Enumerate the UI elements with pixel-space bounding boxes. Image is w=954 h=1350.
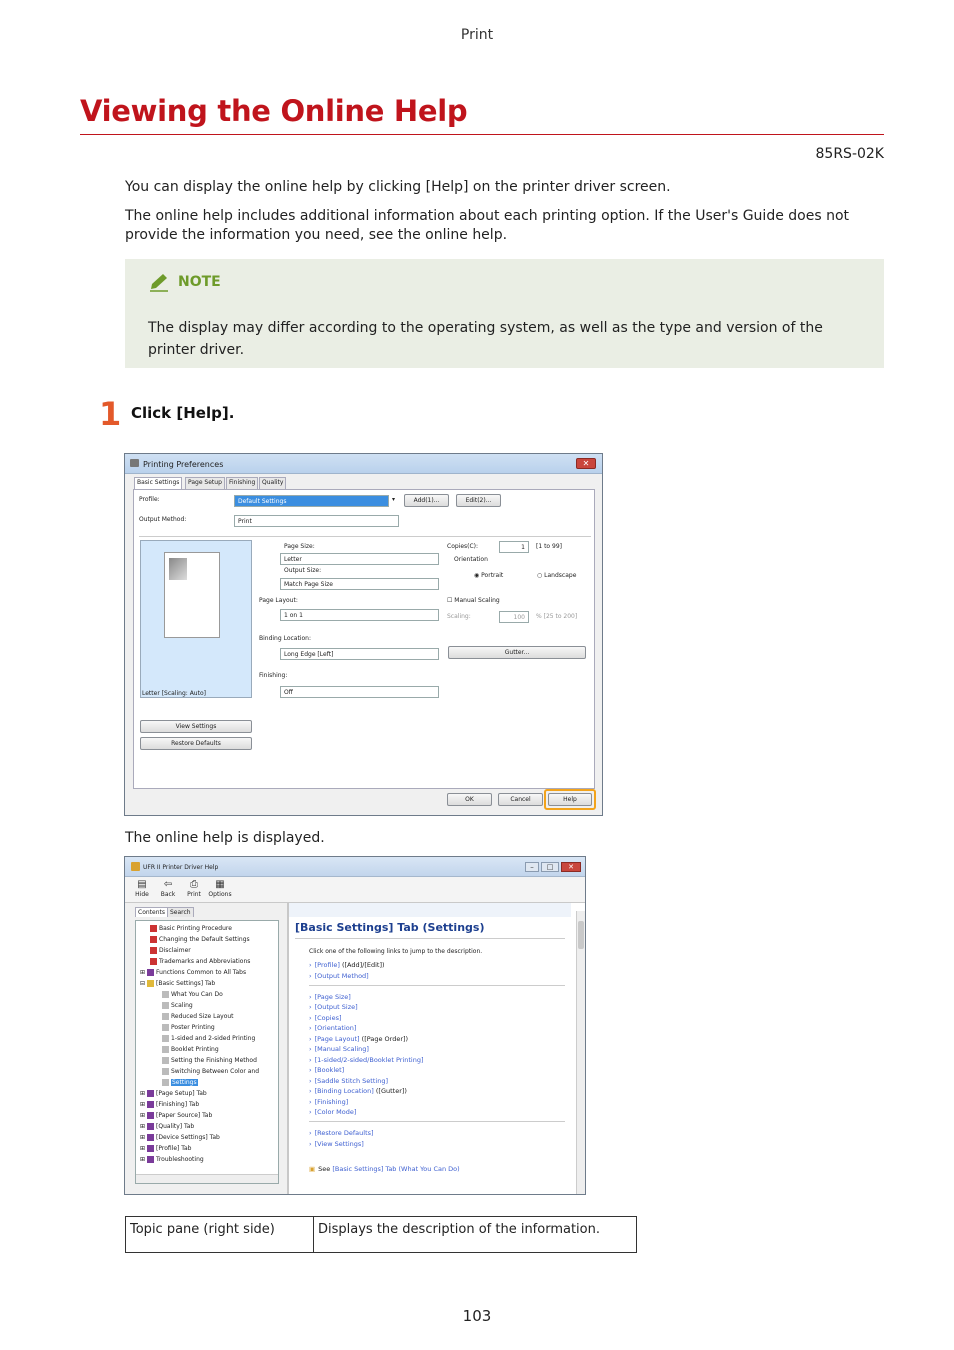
horizontal-scrollbar[interactable]: [136, 1174, 278, 1183]
topic-link[interactable]: › [Saddle Stitch Setting]: [309, 1077, 388, 1085]
printing-preferences-window: [124, 453, 603, 816]
back-button[interactable]: ⇦ Back: [155, 879, 181, 898]
add-button[interactable]: Add(1)...: [404, 494, 449, 507]
topic-link[interactable]: › [1-sided/2-sided/Booklet Printing]: [309, 1056, 424, 1064]
tab-finishing[interactable]: Finishing: [226, 477, 258, 489]
tab-quality[interactable]: Quality: [259, 477, 286, 489]
copies-input[interactable]: 1: [499, 541, 529, 553]
topic-link[interactable]: › [View Settings]: [309, 1140, 364, 1148]
expand-icon[interactable]: ⊞: [140, 1134, 146, 1141]
note-label: NOTE: [178, 274, 221, 290]
profile-select[interactable]: Default Settings: [234, 495, 389, 507]
edit-button[interactable]: Edit(2)...: [456, 494, 501, 507]
help-toolbar: [125, 877, 585, 903]
book-icon: [147, 969, 154, 976]
divider: [309, 1121, 565, 1122]
book-icon: [147, 1145, 154, 1152]
scaling-input[interactable]: 100: [499, 611, 529, 623]
landscape-radio[interactable]: ○ Landscape: [537, 572, 577, 579]
close-icon[interactable]: ✕: [576, 458, 596, 469]
topic-link[interactable]: › [Page Size]: [309, 993, 351, 1001]
page-size-label: Page Size:: [284, 543, 315, 550]
intro-paragraph: You can display the online help by clicking [Help] on the printer driver screen.: [125, 179, 671, 195]
window-titlebar: [125, 454, 602, 474]
preview-caption: Letter [Scaling: Auto]: [142, 690, 206, 697]
expand-icon[interactable]: ⊞: [140, 1090, 146, 1097]
topic-link[interactable]: › [Restore Defaults]: [309, 1129, 374, 1137]
running-header: Print: [460, 27, 494, 43]
restore-defaults-button[interactable]: Restore Defaults: [140, 737, 252, 750]
cancel-button[interactable]: Cancel: [498, 793, 543, 806]
window-title: UFR II Printer Driver Help: [143, 864, 219, 871]
topic-pane: [287, 903, 585, 1194]
output-size-select[interactable]: Match Page Size: [280, 578, 439, 590]
print-button[interactable]: ⎙ Print: [181, 879, 207, 898]
topic-link[interactable]: › [Copies]: [309, 1014, 342, 1022]
book-icon: [147, 1156, 154, 1163]
page-icon: [162, 1002, 169, 1009]
page-layout-select[interactable]: 1 on 1: [280, 609, 439, 621]
options-button[interactable]: ▦ Options: [208, 879, 232, 898]
topic-link[interactable]: › [Output Size]: [309, 1003, 358, 1011]
view-settings-button[interactable]: View Settings: [140, 720, 252, 733]
page-icon: [162, 1046, 169, 1053]
help-app-icon: [131, 862, 140, 871]
note-text: The display may differ according to the operating system, as well as the type and version of the printer driver.: [148, 320, 823, 358]
page-layout-label: Page Layout:: [259, 597, 298, 604]
tree-item[interactable]: ⊞ [Device Settings] Tab: [140, 1134, 220, 1141]
portrait-label: Portrait: [481, 572, 504, 579]
topic-title: [Basic Settings] Tab (Settings): [295, 921, 485, 934]
hide-icon: ▤: [137, 879, 147, 890]
tree-item[interactable]: Reduced Size Layout: [162, 1013, 234, 1020]
page-icon: [162, 991, 169, 998]
output-size-label: Output Size:: [284, 567, 322, 574]
tree-item[interactable]: Disclaimer: [150, 947, 191, 954]
maximize-icon[interactable]: □: [541, 862, 559, 872]
tree-item[interactable]: ⊞ [Profile] Tab: [140, 1145, 192, 1152]
topic-link[interactable]: › [Profile] ([Add]/[Edit]): [309, 961, 385, 969]
tree-item[interactable]: ⊟ [Basic Settings] Tab: [140, 980, 216, 987]
landscape-label: Landscape: [544, 572, 577, 579]
tree-item[interactable]: Setting the Finishing Method: [162, 1057, 257, 1064]
paper-preview: [164, 552, 220, 638]
options-icon: ▦: [215, 879, 225, 890]
tree-item[interactable]: Booklet Printing: [162, 1046, 219, 1053]
topic-link[interactable]: › [Manual Scaling]: [309, 1045, 369, 1053]
finishing-label: Finishing:: [259, 672, 288, 679]
profile-label: Profile:: [139, 496, 160, 503]
window-title: Printing Preferences: [143, 460, 224, 469]
divider: [309, 985, 565, 986]
topic-intro: Click one of the following links to jump to the description.: [309, 948, 483, 955]
tree-item[interactable]: What You Can Do: [162, 991, 223, 998]
expand-icon[interactable]: ⊞: [140, 1101, 146, 1108]
topic-icon: [150, 958, 157, 965]
tree-item[interactable]: Switching Between Color and: [162, 1068, 259, 1075]
topic-link[interactable]: › [Page Layout] ([Page Order]): [309, 1035, 409, 1043]
topic-link[interactable]: › [Orientation]: [309, 1024, 357, 1032]
ok-button[interactable]: OK: [447, 793, 492, 806]
tree-item[interactable]: Trademarks and Abbreviations: [150, 958, 250, 965]
topic-link[interactable]: › [Color Mode]: [309, 1108, 357, 1116]
page-number: 103: [462, 1307, 492, 1325]
tree-item[interactable]: Changing the Default Settings: [150, 936, 250, 943]
copies-label: Copies(C):: [447, 543, 479, 550]
print-icon: ⎙: [190, 879, 198, 890]
page-icon: [162, 1035, 169, 1042]
manual-scaling-checkbox[interactable]: ☐ Manual Scaling: [447, 597, 500, 604]
tree-item[interactable]: ⊞ [Paper Source] Tab: [140, 1112, 213, 1119]
description-table: [125, 1216, 637, 1253]
page-size-select[interactable]: Letter: [280, 553, 439, 565]
scaling-range: % [25 to 200]: [536, 613, 578, 620]
table-cell-description: Displays the description of the information.: [318, 1222, 600, 1237]
book-icon: [147, 1134, 154, 1141]
binding-location-label: Binding Location:: [259, 635, 311, 642]
tab-page-setup[interactable]: Page Setup: [185, 477, 225, 489]
page-title: Viewing the Online Help: [80, 94, 468, 128]
book-icon: [147, 1112, 154, 1119]
topic-icon: [150, 925, 157, 932]
printer-icon: [130, 459, 139, 467]
open-book-icon: [147, 980, 154, 987]
image-placeholder: [169, 558, 187, 580]
expand-icon[interactable]: ⊞: [140, 969, 146, 976]
scaling-label: Scaling:: [447, 613, 471, 620]
close-icon[interactable]: ✕: [561, 862, 581, 872]
document-id: 85RS-02K: [815, 146, 884, 162]
manual-scaling-label: Manual Scaling: [454, 597, 500, 604]
finishing-select[interactable]: Off: [280, 686, 439, 698]
tree-item[interactable]: Scaling: [162, 1002, 193, 1009]
book-icon: [147, 1090, 154, 1097]
binding-location-select[interactable]: Long Edge [Left]: [280, 648, 439, 660]
topic-icon: [150, 947, 157, 954]
table-cell-term: Topic pane (right side): [126, 1217, 314, 1252]
tree-item[interactable]: ⊞ Troubleshooting: [140, 1156, 204, 1163]
gutter-button[interactable]: Gutter...: [448, 646, 586, 659]
tab-contents[interactable]: Contents: [135, 907, 168, 917]
copies-range: [1 to 99]: [536, 543, 562, 550]
see-also-link[interactable]: ▣ See [Basic Settings] Tab (What You Can Do): [309, 1165, 460, 1173]
tree-item[interactable]: Poster Printing: [162, 1024, 215, 1031]
divider: [295, 938, 565, 939]
contents-tree: [135, 920, 279, 1184]
topic-icon: [150, 936, 157, 943]
topic-link[interactable]: › [Output Method]: [309, 972, 369, 980]
minimize-icon[interactable]: –: [525, 862, 539, 872]
note-heading: [148, 272, 221, 292]
step-instruction: Click [Help].: [131, 404, 235, 422]
tree-item[interactable]: ⊞ [Finishing] Tab: [140, 1101, 200, 1108]
page-icon: [162, 1057, 169, 1064]
details-paragraph: The online help includes additional information about each printing option. If the User's Guide does not provide the information you need, see the online help.: [125, 208, 850, 243]
chevron-down-icon[interactable]: ▾: [392, 496, 396, 503]
driver-help-window: [124, 856, 586, 1195]
page-icon: [162, 1024, 169, 1031]
tree-item[interactable]: ⊞ [Page Setup] Tab: [140, 1090, 207, 1097]
page-icon: [162, 1079, 169, 1086]
topic-header-band: [289, 903, 571, 917]
tab-search[interactable]: Search: [167, 907, 194, 917]
note-icon: ▣: [309, 1165, 316, 1173]
back-arrow-icon: ⇦: [163, 879, 173, 890]
book-icon: [147, 1101, 154, 1108]
topic-link[interactable]: › [Finishing]: [309, 1098, 349, 1106]
expand-icon[interactable]: ⊞: [140, 1123, 146, 1130]
result-caption: The online help is displayed.: [125, 830, 325, 846]
hide-button[interactable]: ▤ Hide: [129, 879, 155, 898]
step-number: 1: [99, 395, 122, 433]
expand-icon[interactable]: ⊞: [140, 1156, 146, 1163]
expand-icon[interactable]: ⊞: [140, 1145, 146, 1152]
collapse-icon[interactable]: ⊟: [140, 980, 146, 987]
portrait-radio[interactable]: ◉ Portrait: [474, 572, 504, 579]
orientation-label: Orientation: [454, 556, 488, 563]
tree-item[interactable]: 1-sided and 2-sided Printing: [162, 1035, 255, 1042]
topic-link[interactable]: › [Binding Location] ([Gutter]): [309, 1087, 407, 1095]
output-method-label: Output Method:: [139, 516, 187, 523]
page-icon: [162, 1013, 169, 1020]
tab-basic-settings[interactable]: Basic Settings: [134, 477, 182, 489]
pencil-icon: [148, 272, 170, 292]
help-button[interactable]: Help: [548, 793, 592, 806]
divider: [139, 536, 591, 537]
output-method-select[interactable]: Print: [234, 515, 399, 527]
tree-item[interactable]: Basic Printing Procedure: [150, 925, 232, 932]
title-rule: [80, 134, 884, 135]
book-icon: [147, 1123, 154, 1130]
tree-item[interactable]: ⊞ [Quality] Tab: [140, 1123, 195, 1130]
basic-settings-panel: [133, 489, 595, 789]
tree-item[interactable]: ⊞ Functions Common to All Tabs: [140, 969, 247, 976]
scroll-thumb[interactable]: [578, 921, 584, 949]
window-titlebar: [125, 857, 585, 877]
vertical-scrollbar[interactable]: [576, 911, 585, 1194]
topic-link[interactable]: › [Booklet]: [309, 1066, 345, 1074]
tree-item-selected[interactable]: Settings: [162, 1079, 198, 1086]
expand-icon[interactable]: ⊞: [140, 1112, 146, 1119]
page-icon: [162, 1068, 169, 1075]
